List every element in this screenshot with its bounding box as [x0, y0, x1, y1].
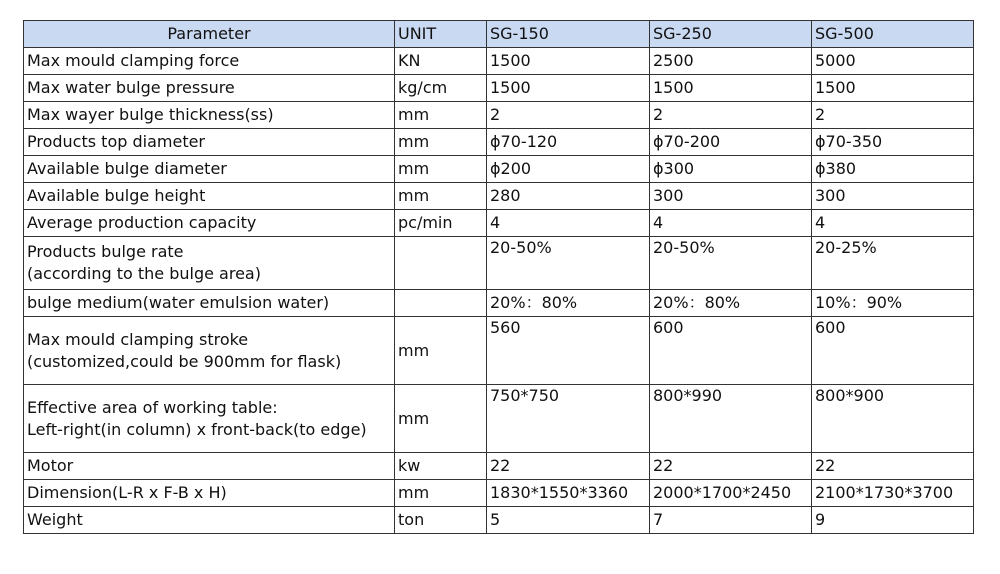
value-cell: 9 [812, 507, 974, 534]
param-line: (customized,could be 900mm for flask) [27, 351, 342, 371]
table-row [24, 480, 974, 507]
value-cell: 1500 [487, 75, 650, 102]
value-cell: 1500 [650, 75, 812, 102]
value-cell: 20-50% [650, 237, 812, 290]
value-cell: 2100*1730*3700 [812, 480, 974, 507]
value-cell: 600 [812, 317, 974, 385]
param-cell: Weight [24, 507, 395, 534]
value-cell: 20-50% [487, 237, 650, 290]
header-model: SG-500 [812, 21, 974, 48]
table-row [24, 385, 974, 453]
value-cell: 7 [650, 507, 812, 534]
value-cell: ϕ300 [650, 156, 812, 183]
value-cell: 5 [487, 507, 650, 534]
param-cell: Available bulge diameter [24, 156, 395, 183]
param-cell [24, 317, 395, 385]
table-row [24, 237, 974, 290]
param-cell [24, 385, 395, 453]
value-cell: 4 [487, 210, 650, 237]
table-row [24, 290, 974, 317]
unit-cell [395, 237, 487, 290]
param-line: (according to the bulge area) [27, 264, 261, 283]
value-cell: 20%：80% [650, 290, 812, 317]
header-row [24, 21, 974, 48]
param-cell [24, 237, 395, 290]
value-cell: 22 [650, 453, 812, 480]
value-cell: 1500 [487, 48, 650, 75]
value-cell: ϕ380 [812, 156, 974, 183]
header-unit: UNIT [395, 21, 487, 48]
unit-cell: mm [395, 183, 487, 210]
table-row [24, 48, 974, 75]
table-row [24, 75, 974, 102]
table-row [24, 183, 974, 210]
value-cell: 20-25% [812, 237, 974, 290]
value-cell: 20%：80% [487, 290, 650, 317]
value-cell: 2 [812, 102, 974, 129]
table-row [24, 317, 974, 385]
unit-cell: KN [395, 48, 487, 75]
value-cell: 800*900 [812, 385, 974, 453]
value-cell: 750*750 [487, 385, 650, 453]
table-row [24, 210, 974, 237]
param-cell: bulge medium(water emulsion water) [24, 290, 395, 317]
param-cell: Motor [24, 453, 395, 480]
unit-cell: ton [395, 507, 487, 534]
value-cell: 22 [487, 453, 650, 480]
value-cell: ϕ70-200 [650, 129, 812, 156]
value-cell: 2000*1700*2450 [650, 480, 812, 507]
value-cell: 2 [650, 102, 812, 129]
unit-cell: mm [395, 156, 487, 183]
param-line: Max mould clamping stroke [27, 329, 249, 349]
header-model: SG-150 [487, 21, 650, 48]
value-cell: 800*990 [650, 385, 812, 453]
header-model: SG-250 [650, 21, 812, 48]
param-cell: Available bulge height [24, 183, 395, 210]
unit-cell: mm [395, 480, 487, 507]
param-cell: Max water bulge pressure [24, 75, 395, 102]
unit-cell: kw [395, 453, 487, 480]
value-cell: 600 [650, 317, 812, 385]
value-cell: ϕ200 [487, 156, 650, 183]
unit-cell: pc/min [395, 210, 487, 237]
table-row [24, 102, 974, 129]
table-row [24, 156, 974, 183]
unit-cell: mm [395, 102, 487, 129]
param-cell: Max mould clamping force [24, 48, 395, 75]
value-cell: 300 [650, 183, 812, 210]
table-row [24, 507, 974, 534]
param-line: Products bulge rate [27, 242, 184, 261]
param-cell: Max wayer bulge thickness(ss) [24, 102, 395, 129]
value-cell: 300 [812, 183, 974, 210]
unit-cell: mm [395, 317, 487, 385]
value-cell: 5000 [812, 48, 974, 75]
unit-cell: mm [395, 129, 487, 156]
value-cell: 280 [487, 183, 650, 210]
value-cell: 1830*1550*3360 [487, 480, 650, 507]
table-row [24, 129, 974, 156]
unit-cell [395, 290, 487, 317]
param-cell: Dimension(L-R x F-B x H) [24, 480, 395, 507]
value-cell: 10%：90% [812, 290, 974, 317]
param-line: Effective area of working table: [27, 397, 278, 417]
value-cell: 2500 [650, 48, 812, 75]
param-cell: Average production capacity [24, 210, 395, 237]
value-cell: 4 [812, 210, 974, 237]
param-cell: Products top diameter [24, 129, 395, 156]
value-cell: 560 [487, 317, 650, 385]
value-cell: 4 [650, 210, 812, 237]
value-cell: 22 [812, 453, 974, 480]
unit-cell: kg/cm [395, 75, 487, 102]
value-cell: ϕ70-350 [812, 129, 974, 156]
unit-cell: mm [395, 385, 487, 453]
table-row [24, 453, 974, 480]
value-cell: ϕ70-120 [487, 129, 650, 156]
value-cell: 2 [487, 102, 650, 129]
value-cell: 1500 [812, 75, 974, 102]
spec-table [23, 20, 974, 534]
header-parameter: Parameter [24, 21, 395, 48]
param-line: Left-right(in column) x front-back(to edge) [27, 419, 367, 439]
